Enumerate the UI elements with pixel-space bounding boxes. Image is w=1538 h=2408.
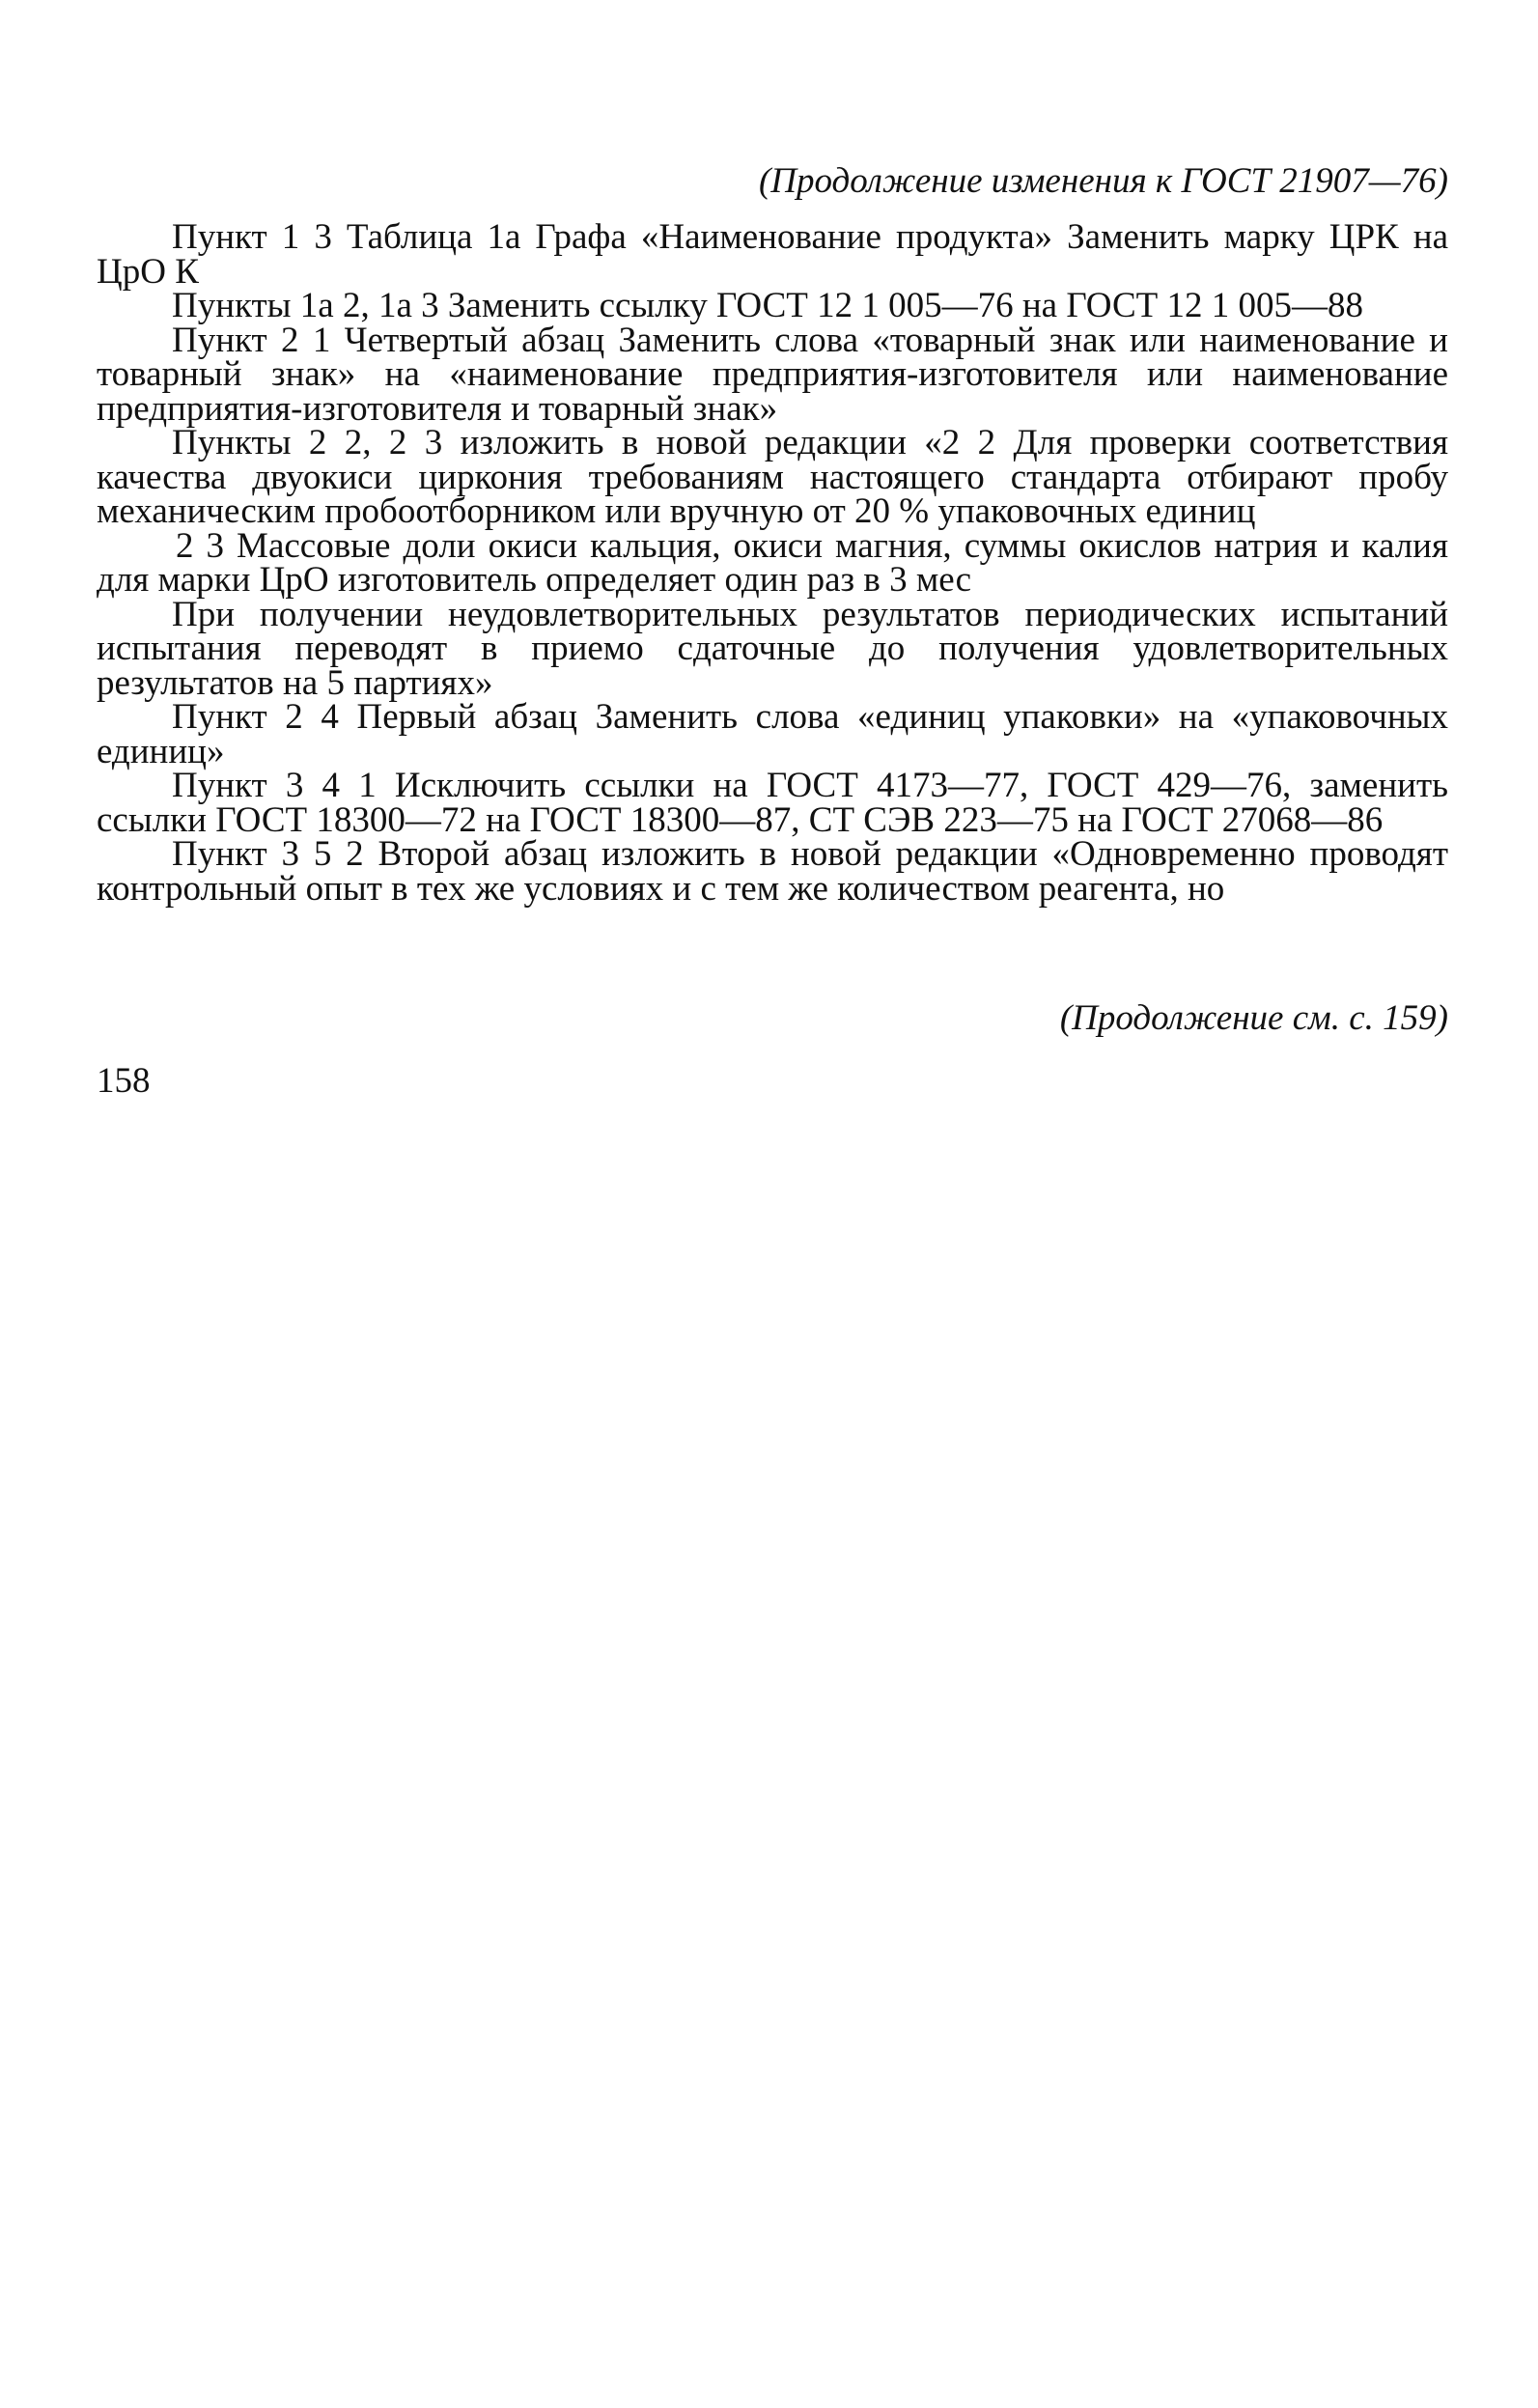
paragraph-item-2-3-text: 2 3 Массовые доли окиси кальция, окиси магния, суммы окислов натрия и калия для марки ЦрО изготовитель определяет один раз в 3 мес: [97, 525, 1448, 600]
paragraph-periodic-tests: При получении неудовлетворительных результатов периодических испытаний испытания переводят в приемо сдаточные до получения удовлетворительных результатов на 5 партиях»: [97, 594, 1448, 703]
paragraph-item-2-4: Пункт 2 4 Первый абзац Заменить слова «единиц упаковки» на «упаковочных единиц»: [97, 697, 1448, 771]
paragraph-item-2-1: Пункт 2 1 Четвертый абзац Заменить слова «товарный знак или наименование и товарный знак» на «наименование предприятия-изготовителя или наименование предприятия-изготовителя и товарный знак»: [97, 320, 1448, 429]
paragraph-items-2-2-2-3: Пункты 2 2, 2 3 изложить в новой редакции «2 2 Для проверки соответствия качества двуокиси циркония требованиям настоящего стандарта отбирают пробу механическим пробоотборником или вручную от 20 % упаковочных единиц: [97, 423, 1448, 531]
continuation-note: (Продолжение см. с. 159): [1059, 998, 1448, 1038]
paragraph-item-3-4-1: Пункт 3 4 1 Исключить ссылки на ГОСТ 4173—77, ГОСТ 429—76, заменить ссылки ГОСТ 18300—72 на ГОСТ 18300—87, СТ СЭВ 223—75 на ГОСТ 27068—86: [97, 766, 1448, 840]
paragraph-item-3-5-2: Пункт 3 5 2 Второй абзац изложить в новой редакции «Одновременно проводят контрольный опыт в тех же условиях и с тем же количеством реагента, но: [97, 834, 1448, 909]
amendment-body: [97, 217, 1448, 909]
paragraph-items-1a2-1a3: Пункты 1а 2, 1а 3 Заменить ссылку ГОСТ 12 1 005—76 на ГОСТ 12 1 005—88: [172, 286, 1364, 325]
continuation-header: (Продолжение изменения к ГОСТ 21907—76): [758, 161, 1448, 201]
paragraph-item-1-3: Пункт 1 3 Таблица 1а Графа «Наименование продукта» Заменить марку ЦРК на ЦрО К: [97, 217, 1448, 292]
page-number: 158: [97, 1061, 151, 1101]
